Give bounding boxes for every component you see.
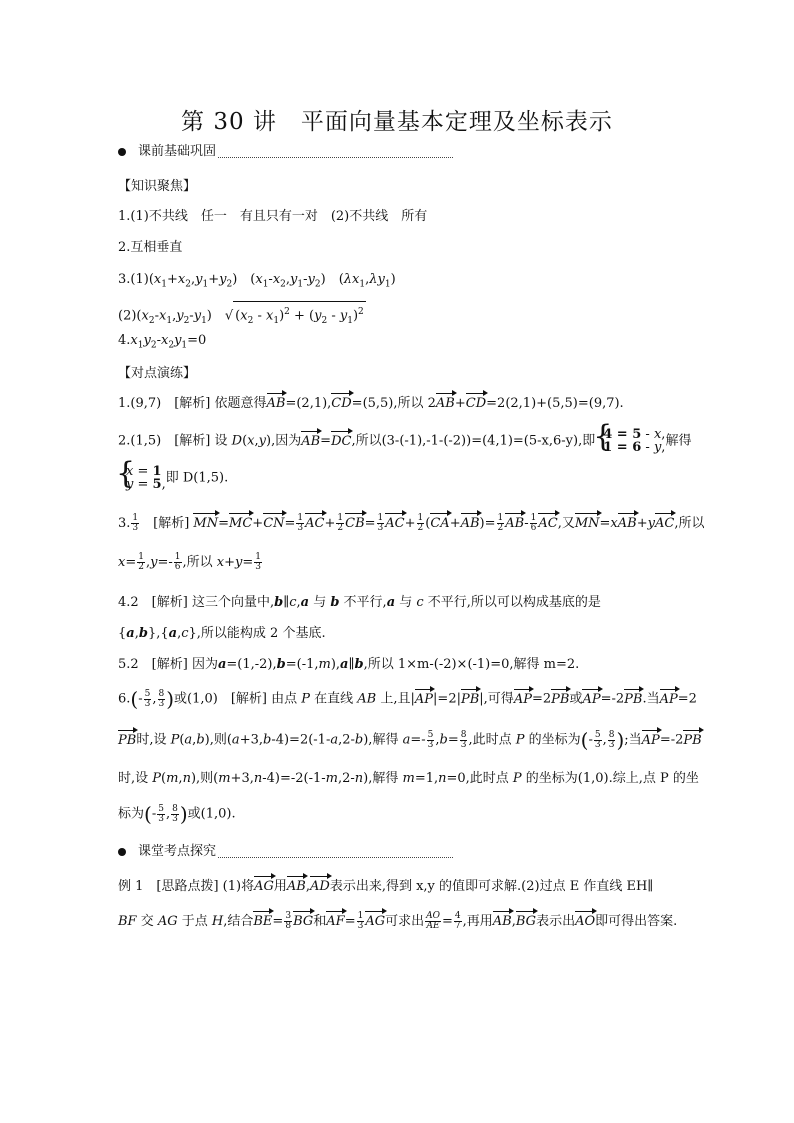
practice-item-2: 2.(1,5) [解析] 设 D(x,y),因为AB=DC,所以(3-(-1),-1-(-2))=(4,1)=(5-x,6-y),即{ 4 = 5 - x, 1 = 6 - y,解得 — [118, 428, 691, 454]
knowledge-line-2: 2.互相垂直 — [118, 240, 183, 255]
page-title: 第 30 讲 平面向量基本定理及坐标表示 — [181, 109, 613, 135]
bullet-icon — [118, 148, 126, 156]
example-1-line-1: 例 1 [思路点拨] (1)将AG用AB,AD表示出来,得到 x,y 的值即可求解.(2)过点 E 作直线 EH∥ — [118, 877, 653, 897]
section-header-pre-class — [118, 142, 453, 162]
section-header-in-class — [118, 842, 453, 862]
practice-item-3-cont: x= $\frac{1}{2}$ ,y=- $\frac{1}{6}$ ,所以 x+y= $\frac{1}{3}$ — [118, 552, 262, 572]
bullet-icon — [118, 848, 126, 856]
knowledge-line-1: 1.(1)不共线 任一 有且只有一对 (2)不共线 所有 — [118, 209, 428, 224]
practice-item-6-cont-3: 标为(- $\frac{5}{3}$ , $\frac{8}{3}$ )或(1,0). — [118, 802, 236, 826]
example-1-line-2: BF 交 AG 于点 H,结合BE= $\frac{3}{8}$ BG和AF= $\frac{1}{3}$ AG可求出 $\frac{AO}{AE}$ = $\frac{4}{7}$ ,再用AB,BG表示出AO即可得出答案. — [118, 911, 678, 931]
practice-header: 【对点演练】 — [118, 366, 197, 381]
section-label: 课前基础巩固 — [138, 144, 217, 159]
practice-item-2-cont: { x = 1 y = 5,即 D(1,5). — [118, 465, 228, 491]
practice-item-4-cont: {a,b},{a,c},所以能构成 2 个基底. — [118, 626, 326, 641]
practice-item-6-cont-1: PB时,设 P(a,b),则(a+3,b-4)=2(-1-a,2-b),解得 a=- $\frac{5}{3}$ ,b= $\frac{8}{3}$ ,此时点 P 的坐标为(- $\frac{5}{3}$ , $\frac{8}{3}$ );当AP=-2PB — [118, 728, 702, 752]
practice-item-3: 3. $\frac{1}{3}$ [解析] MN=MC+CN= $\frac{1}{3}$ AC+ $\frac{1}{2}$ CB= $\frac{1}{3}$ AC+ $\frac{1}{2}$ (CA+AB)= $\frac{1}{2}$ AB- $\frac{1}{6}$ AC,又MN=xAB+yAC,所以 — [118, 513, 705, 533]
practice-item-5: 5.2 [解析] 因为a=(1,-2),b=(-1,m),a∥b,所以 1×m-(-2)×(-1)=0,解得 m=2. — [118, 657, 580, 672]
knowledge-line-4: $4.x_1y_2-x_2y_1=0$ — [118, 333, 207, 351]
knowledge-line-3b: $(2)(x_2-x_1,y_2-y_1)$ √ $(x_2 - x_1)^2 + (y_2 - y_1)^2$ — [118, 301, 366, 331]
practice-item-6-cont-2: 时,设 P(m,n),则(m+3,n-4)=-2(-1-m,2-n),解得 m=1,n=0,此时点 P 的坐标为(1,0).综上,点 P 的坐 — [118, 771, 699, 786]
section-label: 课堂考点探究 — [138, 844, 217, 859]
practice-item-6: 6.(- $\frac{5}{3}$ , $\frac{8}{3}$ )或(1,0) [解析] 由点 P 在直线 AB 上,且|AP|=2|PB|,可得AP=2PB或AP=-2PB.当AP=2 — [118, 687, 697, 711]
dotted-leader — [218, 147, 453, 158]
knowledge-header: 【知识聚焦】 — [118, 179, 197, 194]
practice-item-4: 4.2 [解析] 这三个向量中,b∥c,a 与 b 不平行,a 与 c 不平行,所以可以构成基底的是 — [118, 595, 601, 610]
practice-item-1: 1.(9,7) [解析] 依题意得AB=(2,1),CD=(5,5),所以 2AB+CD=2(2,1)+(5,5)=(9,7). — [118, 394, 624, 414]
dotted-leader — [218, 847, 453, 858]
knowledge-line-3: $3.(1)(x_1+x_2,y_1+y_2)$ $(x_1-x_2,y_1-y_2)$ $(\lambda x_1,\lambda y_1)$ — [118, 272, 396, 290]
